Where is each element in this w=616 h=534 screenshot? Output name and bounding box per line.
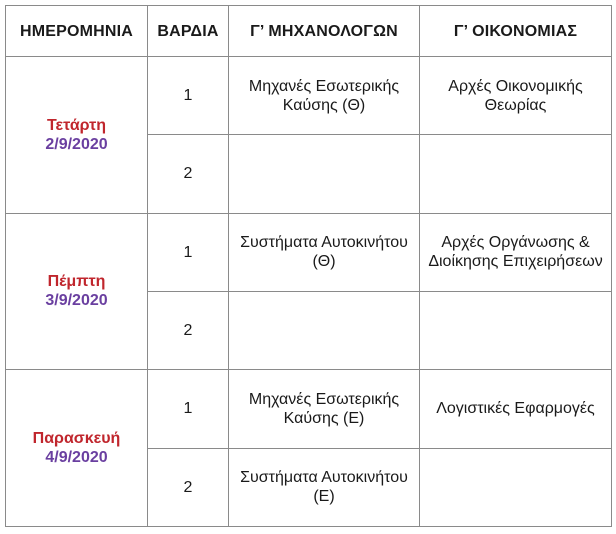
economics-subject-cell: [420, 291, 612, 369]
shift-cell: 1: [148, 57, 229, 135]
economics-subject-cell: [420, 135, 612, 213]
economics-subject-cell: Αρχές Οικονομικής Θεωρίας: [420, 57, 612, 135]
economics-subject-cell: Αρχές Οργάνωσης & Διοίκησης Επιχειρήσεων: [420, 213, 612, 291]
table-header: [6, 6, 612, 57]
header-mechanical: Γ’ ΜΗΧΑΝΟΛΟΓΩΝ: [229, 6, 420, 57]
day-date: 3/9/2020: [45, 292, 108, 310]
shift-cell: 2: [148, 291, 229, 369]
economics-subject-cell: Λογιστικές Εφαρμογές: [420, 370, 612, 448]
shift-cell: 2: [148, 135, 229, 213]
table-row: [6, 370, 612, 448]
exam-schedule-table: [5, 5, 612, 527]
mechanical-subject-cell: [229, 291, 420, 369]
economics-subject-cell: [420, 448, 612, 526]
date-cell: [6, 370, 148, 527]
header-date: ΗΜΕΡΟΜΗΝΙΑ: [6, 6, 148, 57]
day-name: Τετάρτη: [46, 116, 107, 134]
day-date: 2/9/2020: [45, 135, 108, 153]
date-cell: [6, 213, 148, 370]
mechanical-subject-cell: Μηχανές Εσωτερικής Καύσης (Ε): [229, 370, 420, 448]
mechanical-subject-cell: Συστήματα Αυτοκινήτου (Ε): [229, 448, 420, 526]
table-body: [6, 57, 612, 527]
shift-cell: 1: [148, 213, 229, 291]
mechanical-subject-cell: Συστήματα Αυτοκινήτου (Θ): [229, 213, 420, 291]
header-row: [6, 6, 612, 57]
header-economics: Γ’ ΟΙΚΟΝΟΜΙΑΣ: [420, 6, 612, 57]
mechanical-subject-cell: [229, 135, 420, 213]
day-name: Παρασκευή: [32, 430, 121, 448]
date-cell: [6, 57, 148, 214]
header-shift: ΒΑΡΔΙΑ: [148, 6, 229, 57]
day-date: 4/9/2020: [45, 449, 108, 467]
mechanical-subject-cell: Μηχανές Εσωτερικής Καύσης (Θ): [229, 57, 420, 135]
table-row: [6, 57, 612, 135]
shift-cell: 2: [148, 448, 229, 526]
day-name: Πέμπτη: [47, 273, 106, 291]
shift-cell: 1: [148, 370, 229, 448]
table-row: [6, 213, 612, 291]
